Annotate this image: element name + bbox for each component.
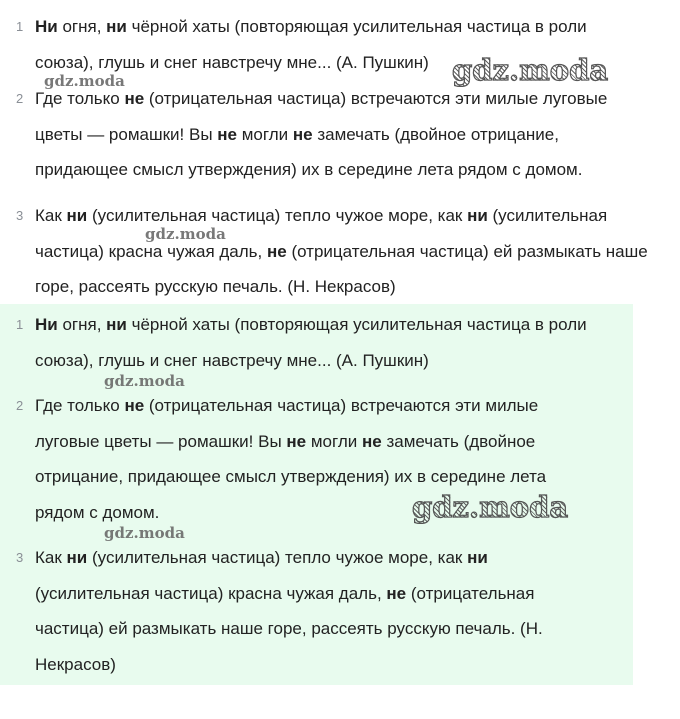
item-text xyxy=(35,540,595,682)
emphasized-particle: не xyxy=(361,431,382,451)
item-text xyxy=(35,307,630,378)
emphasized-particle: не xyxy=(292,124,313,144)
watermark-logo: gdz.moda xyxy=(452,53,609,87)
text-run: огня, xyxy=(57,315,107,334)
text-run: могли xyxy=(237,124,293,144)
emphasized-particle: ни xyxy=(467,206,488,225)
text-run: (усилительная частица) тепло чужое море, как xyxy=(87,206,468,225)
watermark-logo: gdz.moda xyxy=(44,72,125,90)
item-number: 2 xyxy=(16,398,24,413)
answer-block-white xyxy=(0,0,680,304)
text-run: могли xyxy=(306,431,362,451)
emphasized-particle: Ни xyxy=(35,17,58,36)
item-number: 1 xyxy=(16,317,24,332)
text-run: Как xyxy=(35,206,67,225)
item-number: 3 xyxy=(16,550,24,565)
emphasized-particle: не xyxy=(266,241,287,261)
emphasized-particle: не xyxy=(217,124,238,144)
emphasized-particle: ни xyxy=(66,548,88,567)
emphasized-particle: ни xyxy=(66,206,88,225)
item-number: 3 xyxy=(16,208,24,223)
text-run: замечать (двойное отрицание, придающее смысл утверждения) их в середине лета рядом с домом. xyxy=(35,431,547,522)
item-number: 2 xyxy=(16,91,24,106)
text-run: огня, xyxy=(57,17,107,36)
text-run: чёрной хаты (повторяющая усилительная частица в роли союза), глушь и снег навстречу мне... (А. Пушкин) xyxy=(35,17,587,72)
text-run: (усилительная частица) красна чужая даль, xyxy=(35,583,387,603)
text-run: (усилительная частица) красна чужая даль, xyxy=(35,206,608,261)
item-number: 1 xyxy=(16,19,24,34)
text-run: Где только xyxy=(35,89,125,108)
watermark-logo: gdz.moda xyxy=(145,225,226,243)
emphasized-particle: ни xyxy=(106,315,127,334)
watermark-logo: gdz.moda xyxy=(412,490,569,524)
text-run: Как xyxy=(35,548,67,567)
text-run: (отрицательная частица) встречаются эти милые луговые цветы — ромашки! Вы xyxy=(35,89,608,144)
emphasized-particle: не xyxy=(124,396,145,415)
text-run: (отрицательная частица) встречаются эти милые луговые цветы — ромашки! Вы xyxy=(35,396,539,451)
emphasized-particle: ни xyxy=(106,17,127,36)
text-run: (отрицательная частица) ей размыкать наше горе, рассеять русскую печаль. (Н. Некрасов) xyxy=(35,241,648,296)
text-run: (отрицательная частица) ей размыкать наше горе, рассеять русскую печаль. (Н. Некрасов) xyxy=(35,583,543,674)
emphasized-particle: не xyxy=(124,89,145,108)
text-run: чёрной хаты (повторяющая усилительная частица в роли союза), глушь и снег навстречу мне... (А. Пушкин) xyxy=(35,315,587,370)
emphasized-particle: не xyxy=(386,583,407,603)
item-text xyxy=(35,198,655,305)
emphasized-particle: ни xyxy=(467,548,488,567)
text-run: замечать (двойное отрицание, придающее смысл утверждения) их в середине лета рядом с домом. xyxy=(35,124,583,179)
emphasized-particle: Ни xyxy=(35,315,58,334)
watermark-logo: gdz.moda xyxy=(104,524,185,542)
emphasized-particle: не xyxy=(286,431,307,451)
text-run: Где только xyxy=(35,396,125,415)
item-text xyxy=(35,81,655,188)
text-run: (усилительная частица) тепло чужое море, как xyxy=(87,548,468,567)
watermark-logo: gdz.moda xyxy=(104,372,185,390)
